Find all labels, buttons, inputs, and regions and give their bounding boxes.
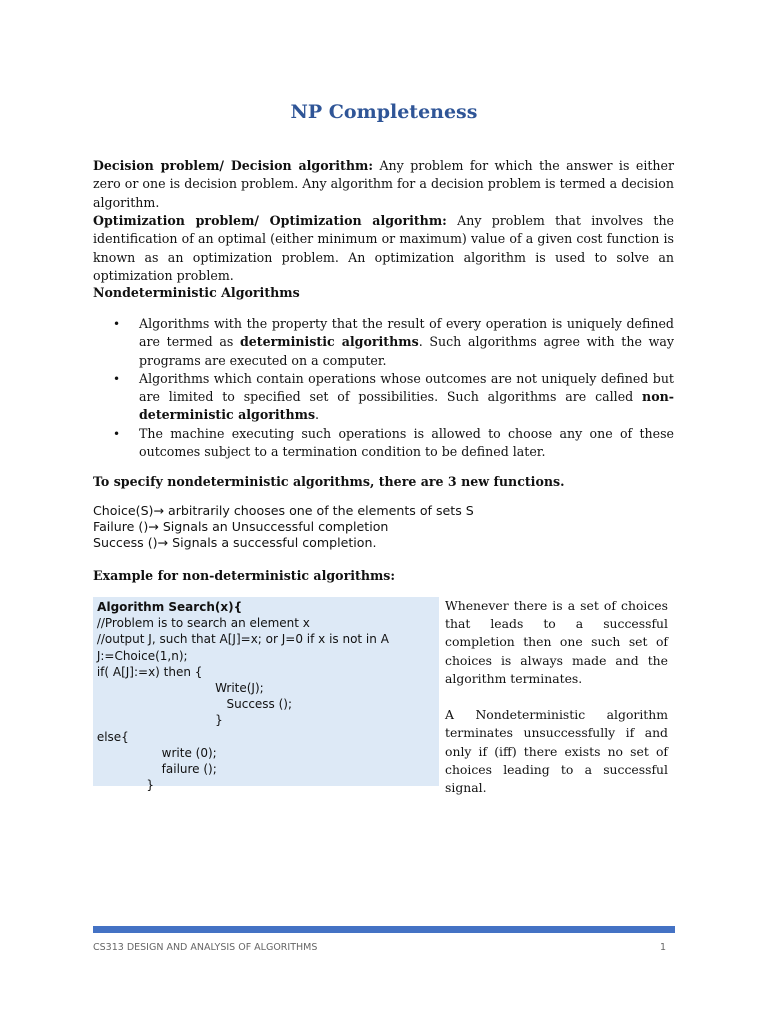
decision-term: Decision problem/ Decision algorithm: xyxy=(93,158,374,173)
list-item xyxy=(93,425,674,462)
bullet-2-post: . xyxy=(315,407,320,423)
bullet-1-post: . Such algorithms agree with the way programs are executed on a computer. xyxy=(139,334,674,368)
nondeterministic-bullet-list xyxy=(93,315,674,461)
code-line: else{ xyxy=(93,729,129,744)
functions-list xyxy=(93,503,693,552)
optimization-paragraph xyxy=(93,212,674,285)
list-item xyxy=(93,315,674,370)
list-item xyxy=(93,370,674,425)
footer-course-title: CS313 DESIGN AND ANALYSIS OF ALGORITHMS xyxy=(93,942,318,953)
explanation-text xyxy=(445,597,668,815)
function-success: Success ()→ Signals a successful completion. xyxy=(93,535,377,551)
bullet-icon: • xyxy=(113,317,121,331)
optimization-text: Any problem that involves the identification of an optimal (either minimum or maximum) value of a given cost function is known as an optimization problem. An optimization algorithm is used to solve an optimization problem. xyxy=(93,213,675,283)
function-choice: Choice(S)→ arbitrarily chooses one of the elements of sets S xyxy=(93,503,474,518)
bullet-2-text: Algorithms which contain operations whose outcomes are not uniquely defined but are limited to specified set of possibilities. Such algorithms are called xyxy=(139,370,674,405)
bullet-3-text: The machine executing such operations is allowed to choose any one of these outcomes subject to a termination condition to be defined later. xyxy=(139,425,674,460)
code-line: J:=Choice(1,n); xyxy=(93,648,188,663)
code-line: } xyxy=(93,778,155,793)
specify-heading: To specify nondeterministic algorithms, there are 3 new functions. xyxy=(93,474,565,489)
code-line: Write(J); xyxy=(93,681,264,696)
bullet-2-bold: non-deterministic algorithms xyxy=(139,389,674,423)
example-heading: Example for non-deterministic algorithms: xyxy=(93,568,396,583)
code-line: Success (); xyxy=(93,697,293,712)
explanation-paragraph-2: A Nondeterministic algorithm terminates unsuccessfully if and only if (iff) there exists no set of choices leading to a successful signal. xyxy=(445,707,668,796)
code-line: //output J, such that A[J]=x; or J=0 if x is not in A xyxy=(93,632,389,647)
function-failure: Failure ()→ Signals an Unsuccessful completion xyxy=(93,519,389,535)
explanation-paragraph-1: Whenever there is a set of choices that leads to a successful completion then one such set of choices is always made and the algorithm terminates. xyxy=(445,598,668,686)
decision-paragraph xyxy=(93,157,674,212)
bullet-icon: • xyxy=(113,371,121,386)
code-block xyxy=(93,597,439,793)
optimization-term: Optimization problem/ Optimization algorithm: xyxy=(93,213,447,228)
bullet-icon: • xyxy=(113,426,121,441)
bullet-1-bold: deterministic algorithms xyxy=(239,334,419,350)
code-line: } xyxy=(93,713,223,728)
code-line: Algorithm Search(x){ xyxy=(93,600,243,614)
code-line: failure (); xyxy=(93,762,217,777)
footer-divider xyxy=(93,926,675,933)
nondeterministic-heading: Nondeterministic Algorithms xyxy=(93,285,300,300)
code-line: //Problem is to search an element x xyxy=(93,616,310,631)
code-line: if( A[J]:=x) then { xyxy=(93,664,203,679)
bullet-1-text: Algorithms with the property that the result of every operation is uniquely defined are termed as xyxy=(139,316,674,350)
code-line: write (0); xyxy=(93,745,217,760)
decision-text: Any problem for which the answer is either zero or one is decision problem. Any algorithm for a decision problem is termed a decision algorithm. xyxy=(93,158,674,210)
page-title: NP Completeness xyxy=(290,101,478,123)
footer-page-number: 1 xyxy=(660,942,667,953)
